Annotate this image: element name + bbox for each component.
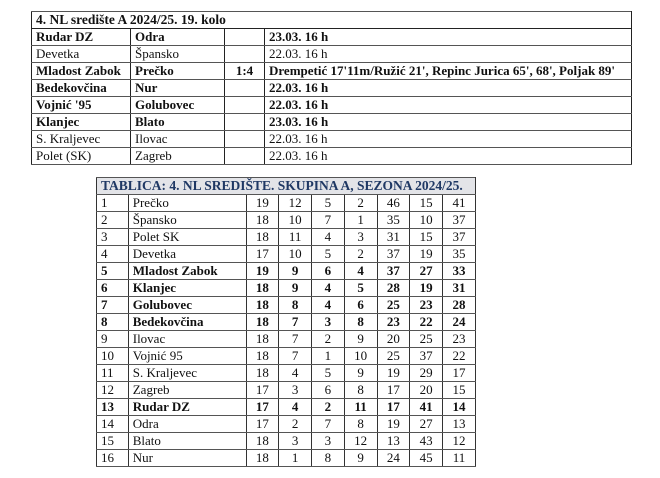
match-score	[225, 131, 265, 148]
losses: 12	[344, 433, 377, 450]
away-team: Golubovec	[131, 97, 225, 114]
team-name: Špansko	[128, 212, 246, 229]
wins: 11	[279, 229, 312, 246]
match-info: 22.03. 16 h	[265, 131, 632, 148]
draws: 4	[312, 229, 345, 246]
goals-against: 15	[410, 229, 443, 246]
results-table	[31, 11, 632, 165]
goals-against: 10	[410, 212, 443, 229]
home-team: Devetka	[32, 46, 131, 63]
match-info: 22.03. 16 h	[265, 80, 632, 97]
played: 18	[246, 280, 279, 297]
wins: 12	[279, 195, 312, 212]
points: 37	[443, 229, 476, 246]
position: 8	[97, 314, 129, 331]
standings-title-row	[97, 178, 476, 195]
home-team: Bedekovčina	[32, 80, 131, 97]
points: 23	[443, 331, 476, 348]
team-name: Devetka	[128, 246, 246, 263]
position: 9	[97, 331, 129, 348]
points: 13	[443, 416, 476, 433]
draws: 3	[312, 433, 345, 450]
team-name: Odra	[128, 416, 246, 433]
played: 17	[246, 246, 279, 263]
match-score: 1:4	[225, 63, 265, 80]
match-row	[32, 131, 632, 148]
standings-row	[97, 280, 476, 297]
match-row	[32, 148, 632, 165]
goals-for: 17	[377, 382, 410, 399]
results-title-row	[32, 12, 632, 29]
played: 19	[246, 263, 279, 280]
losses: 8	[344, 416, 377, 433]
played: 18	[246, 365, 279, 382]
goals-for: 24	[377, 450, 410, 467]
points: 33	[443, 263, 476, 280]
wins: 4	[279, 365, 312, 382]
away-team: Odra	[131, 29, 225, 46]
match-row	[32, 114, 632, 131]
position: 10	[97, 348, 129, 365]
played: 18	[246, 212, 279, 229]
draws: 7	[312, 416, 345, 433]
goals-for: 25	[377, 348, 410, 365]
draws: 5	[312, 246, 345, 263]
away-team: Prečko	[131, 63, 225, 80]
draws: 1	[312, 348, 345, 365]
standings-row	[97, 450, 476, 467]
goals-for: 19	[377, 365, 410, 382]
points: 37	[443, 212, 476, 229]
team-name: Golubovec	[128, 297, 246, 314]
home-team: Rudar DZ	[32, 29, 131, 46]
team-name: Vojnić 95	[128, 348, 246, 365]
goals-for: 28	[377, 280, 410, 297]
played: 18	[246, 297, 279, 314]
position: 3	[97, 229, 129, 246]
draws: 2	[312, 399, 345, 416]
goals-for: 13	[377, 433, 410, 450]
away-team: Špansko	[131, 46, 225, 63]
results-title: 4. NL središte A 2024/25. 19. kolo	[32, 12, 632, 29]
goals-against: 23	[410, 297, 443, 314]
draws: 6	[312, 263, 345, 280]
match-info: 22.03. 16 h	[265, 97, 632, 114]
draws: 3	[312, 314, 345, 331]
draws: 5	[312, 195, 345, 212]
position: 11	[97, 365, 129, 382]
goals-against: 29	[410, 365, 443, 382]
points: 31	[443, 280, 476, 297]
match-row	[32, 97, 632, 114]
losses: 6	[344, 297, 377, 314]
goals-against: 45	[410, 450, 443, 467]
match-info: 22.03. 16 h	[265, 148, 632, 165]
home-team: Polet (SK)	[32, 148, 131, 165]
losses: 9	[344, 365, 377, 382]
match-score	[225, 97, 265, 114]
away-team: Ilovac	[131, 131, 225, 148]
draws: 5	[312, 365, 345, 382]
wins: 8	[279, 297, 312, 314]
goals-for: 19	[377, 416, 410, 433]
draws: 7	[312, 212, 345, 229]
losses: 9	[344, 331, 377, 348]
goals-against: 20	[410, 382, 443, 399]
played: 18	[246, 314, 279, 331]
goals-for: 31	[377, 229, 410, 246]
standings-row	[97, 399, 476, 416]
wins: 4	[279, 399, 312, 416]
standings-row	[97, 212, 476, 229]
position: 16	[97, 450, 129, 467]
position: 13	[97, 399, 129, 416]
points: 11	[443, 450, 476, 467]
team-name: S. Kraljevec	[128, 365, 246, 382]
draws: 8	[312, 450, 345, 467]
away-team: Nur	[131, 80, 225, 97]
team-name: Nur	[128, 450, 246, 467]
played: 17	[246, 399, 279, 416]
home-team: Klanjec	[32, 114, 131, 131]
losses: 1	[344, 212, 377, 229]
position: 7	[97, 297, 129, 314]
goals-against: 15	[410, 195, 443, 212]
match-info: 22.03. 16 h	[265, 46, 632, 63]
wins: 3	[279, 382, 312, 399]
standings-table	[96, 177, 476, 467]
goals-against: 37	[410, 348, 443, 365]
team-name: Prečko	[128, 195, 246, 212]
wins: 7	[279, 314, 312, 331]
points: 22	[443, 348, 476, 365]
standings-row	[97, 416, 476, 433]
losses: 10	[344, 348, 377, 365]
goals-against: 27	[410, 416, 443, 433]
position: 1	[97, 195, 129, 212]
match-row	[32, 80, 632, 97]
home-team: Mladost Zabok	[32, 63, 131, 80]
losses: 11	[344, 399, 377, 416]
standings-row	[97, 263, 476, 280]
goals-for: 23	[377, 314, 410, 331]
standings-row	[97, 433, 476, 450]
losses: 9	[344, 450, 377, 467]
played: 19	[246, 195, 279, 212]
standings-row	[97, 382, 476, 399]
goals-against: 41	[410, 399, 443, 416]
match-row	[32, 29, 632, 46]
goals-against: 19	[410, 246, 443, 263]
standings-row	[97, 195, 476, 212]
played: 18	[246, 229, 279, 246]
points: 28	[443, 297, 476, 314]
team-name: Polet SK	[128, 229, 246, 246]
points: 15	[443, 382, 476, 399]
points: 14	[443, 399, 476, 416]
match-info: 23.03. 16 h	[265, 29, 632, 46]
wins: 1	[279, 450, 312, 467]
home-team: Vojnić '95	[32, 97, 131, 114]
match-info: Drempetić 17'11m/Ružić 21', Repinc Jurica 65', 68', Poljak 89'	[265, 63, 632, 80]
wins: 9	[279, 263, 312, 280]
team-name: Ilovac	[128, 331, 246, 348]
losses: 5	[344, 280, 377, 297]
wins: 3	[279, 433, 312, 450]
match-score	[225, 46, 265, 63]
losses: 8	[344, 314, 377, 331]
points: 12	[443, 433, 476, 450]
standings-row	[97, 331, 476, 348]
standings-row	[97, 348, 476, 365]
draws: 4	[312, 280, 345, 297]
wins: 10	[279, 246, 312, 263]
goals-for: 20	[377, 331, 410, 348]
wins: 9	[279, 280, 312, 297]
goals-for: 17	[377, 399, 410, 416]
team-name: Mladost Zabok	[128, 263, 246, 280]
played: 18	[246, 348, 279, 365]
losses: 8	[344, 382, 377, 399]
team-name: Klanjec	[128, 280, 246, 297]
goals-for: 25	[377, 297, 410, 314]
position: 12	[97, 382, 129, 399]
played: 17	[246, 416, 279, 433]
points: 17	[443, 365, 476, 382]
position: 2	[97, 212, 129, 229]
goals-for: 35	[377, 212, 410, 229]
goals-against: 19	[410, 280, 443, 297]
goals-against: 22	[410, 314, 443, 331]
points: 24	[443, 314, 476, 331]
position: 4	[97, 246, 129, 263]
team-name: Zagreb	[128, 382, 246, 399]
goals-for: 37	[377, 246, 410, 263]
played: 18	[246, 331, 279, 348]
draws: 6	[312, 382, 345, 399]
goals-for: 37	[377, 263, 410, 280]
match-score	[225, 114, 265, 131]
goals-against: 27	[410, 263, 443, 280]
match-score	[225, 29, 265, 46]
wins: 7	[279, 348, 312, 365]
losses: 2	[344, 195, 377, 212]
losses: 3	[344, 229, 377, 246]
match-row	[32, 63, 632, 80]
losses: 4	[344, 263, 377, 280]
wins: 10	[279, 212, 312, 229]
standings-row	[97, 229, 476, 246]
away-team: Blato	[131, 114, 225, 131]
standings-row	[97, 297, 476, 314]
wins: 7	[279, 331, 312, 348]
wins: 2	[279, 416, 312, 433]
standings-row	[97, 314, 476, 331]
home-team: S. Kraljevec	[32, 131, 131, 148]
standings-title: TABLICA: 4. NL SREDIŠTE. SKUPINA A, SEZONA 2024/25.	[97, 178, 476, 195]
match-score	[225, 80, 265, 97]
position: 15	[97, 433, 129, 450]
team-name: Bedekovčina	[128, 314, 246, 331]
losses: 2	[344, 246, 377, 263]
goals-against: 25	[410, 331, 443, 348]
team-name: Blato	[128, 433, 246, 450]
standings-row	[97, 365, 476, 382]
played: 17	[246, 382, 279, 399]
points: 41	[443, 195, 476, 212]
points: 35	[443, 246, 476, 263]
team-name: Rudar DZ	[128, 399, 246, 416]
position: 6	[97, 280, 129, 297]
played: 18	[246, 433, 279, 450]
position: 14	[97, 416, 129, 433]
away-team: Zagreb	[131, 148, 225, 165]
match-row	[32, 46, 632, 63]
standings-row	[97, 246, 476, 263]
match-info: 23.03. 16 h	[265, 114, 632, 131]
draws: 4	[312, 297, 345, 314]
played: 18	[246, 450, 279, 467]
draws: 2	[312, 331, 345, 348]
goals-against: 43	[410, 433, 443, 450]
position: 5	[97, 263, 129, 280]
goals-for: 46	[377, 195, 410, 212]
match-score	[225, 148, 265, 165]
